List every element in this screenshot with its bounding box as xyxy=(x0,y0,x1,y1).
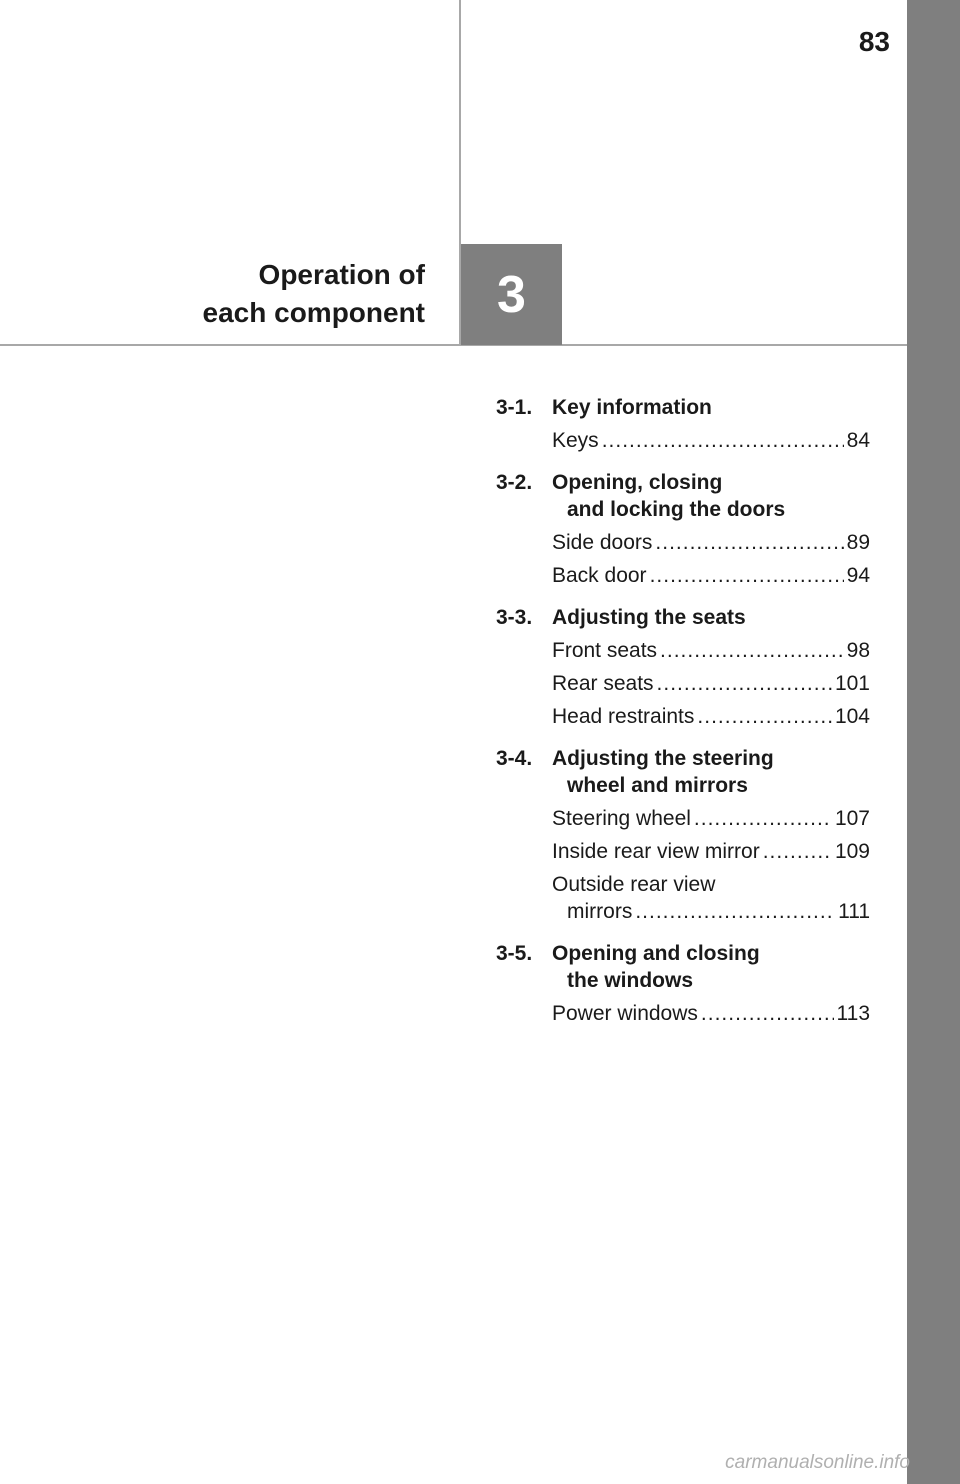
toc-section-heading[interactable] xyxy=(496,394,870,421)
toc-entry[interactable] xyxy=(496,1000,870,1027)
toc-section-title: and locking the doors xyxy=(567,498,786,521)
toc-leader-dots xyxy=(697,703,832,730)
watermark: carmanualsonline.info xyxy=(725,1452,910,1473)
toc-entry[interactable] xyxy=(496,637,870,664)
chapter-title-line: Operation of xyxy=(258,259,425,290)
toc-leader-dots xyxy=(694,805,832,832)
toc-entry-label: Rear seats xyxy=(552,672,654,695)
toc-section-number: 3-3. xyxy=(496,606,533,629)
toc-entry[interactable] xyxy=(496,703,870,730)
toc-entry-label: Power windows xyxy=(552,1002,698,1025)
toc-section-title: the windows xyxy=(567,969,693,992)
toc-section-heading[interactable] xyxy=(496,745,870,799)
toc-entry-label: Side doors xyxy=(552,531,653,554)
chapter-title xyxy=(203,256,425,332)
toc-entry[interactable] xyxy=(496,838,870,865)
toc-section-heading[interactable] xyxy=(496,940,870,994)
page-number: 83 xyxy=(858,26,890,57)
toc-entry-page: 109 xyxy=(834,840,870,863)
toc-leader-dots xyxy=(602,427,844,454)
toc-entry-page: 101 xyxy=(834,672,870,695)
table-of-contents xyxy=(496,394,870,1027)
toc-entry-page: 89 xyxy=(846,531,870,554)
toc-entry[interactable] xyxy=(496,805,870,832)
toc-entry-page: 111 xyxy=(838,900,870,923)
toc-section-heading[interactable] xyxy=(496,604,870,631)
toc-entry-page: 113 xyxy=(836,1002,870,1025)
toc-section-title: Key information xyxy=(552,396,712,419)
toc-entry-page: 98 xyxy=(846,639,870,662)
toc-section-title: Opening, closing xyxy=(552,471,723,494)
toc-entry-label: Head restraints xyxy=(552,705,695,728)
toc-entry[interactable] xyxy=(496,529,870,556)
toc-entry[interactable] xyxy=(496,871,870,925)
toc-leader-dots xyxy=(657,670,832,697)
toc-section-title: Adjusting the seats xyxy=(552,606,746,629)
chapter-number-box: 3 xyxy=(461,244,562,345)
toc-entry-page: 84 xyxy=(846,429,870,452)
toc-entry-label: Steering wheel xyxy=(552,807,691,830)
toc-section-number: 3-1. xyxy=(496,396,533,419)
toc-entry[interactable] xyxy=(496,670,870,697)
toc-entry-page: 107 xyxy=(834,807,870,830)
toc-section-number: 3-4. xyxy=(496,747,533,770)
toc-entry-label: Outside rear view xyxy=(552,873,716,896)
chapter-side-tab xyxy=(907,0,960,1484)
toc-leader-dots xyxy=(660,637,844,664)
toc-section-number: 3-2. xyxy=(496,471,533,494)
toc-leader-dots xyxy=(701,1000,834,1027)
toc-leader-dots xyxy=(763,838,832,865)
toc-section-heading[interactable] xyxy=(496,469,870,523)
horizontal-divider xyxy=(0,344,907,346)
toc-entry-page: 94 xyxy=(846,564,870,587)
toc-section-title: Opening and closing xyxy=(552,942,760,965)
toc-entry-label: Front seats xyxy=(552,639,658,662)
toc-leader-dots xyxy=(655,529,843,556)
toc-section-title: wheel and mirrors xyxy=(567,774,748,797)
chapter-title-line: each component xyxy=(202,297,425,328)
toc-section-title: Adjusting the steering xyxy=(552,747,774,770)
toc-entry-label: Inside rear view mirror xyxy=(552,840,760,863)
toc-entry-page: 104 xyxy=(834,705,870,728)
toc-entry[interactable] xyxy=(496,427,870,454)
toc-entry-label: Keys xyxy=(552,429,599,452)
toc-leader-dots xyxy=(635,898,835,925)
toc-entry-label: Back door xyxy=(552,564,647,587)
toc-entry[interactable] xyxy=(496,562,870,589)
toc-section-number: 3-5. xyxy=(496,942,533,965)
toc-leader-dots xyxy=(650,562,844,589)
toc-entry-label: mirrors xyxy=(567,900,633,923)
